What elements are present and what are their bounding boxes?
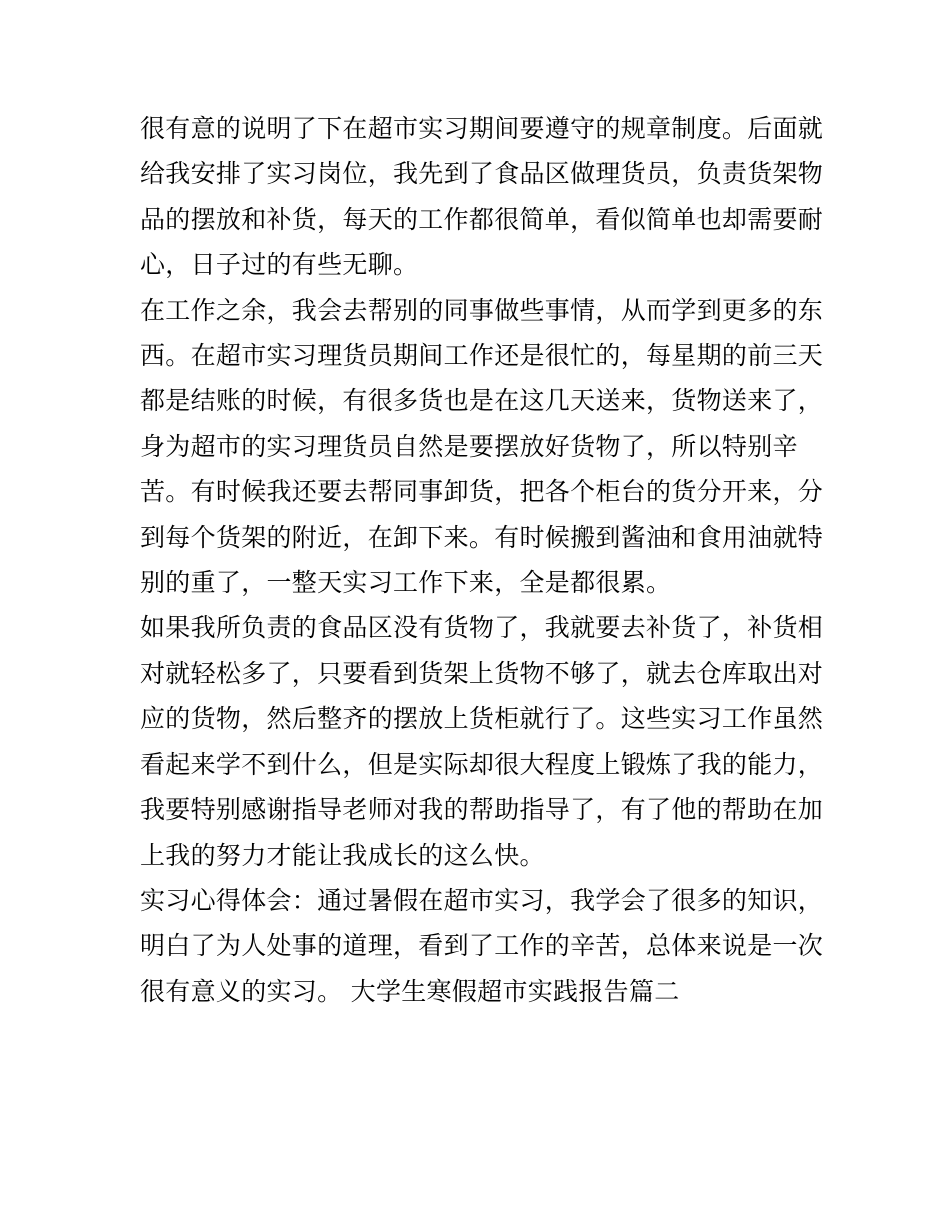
text-line: 应的货物，然后整齐的摆放上货柜就行了。这些实习工作虽然: [140, 704, 824, 734]
paragraph-1: [140, 106, 824, 288]
text-line: 明白了为人处事的道理，看到了工作的辛苦，总体来说是一次: [140, 931, 824, 961]
text-line: 实习心得体会：通过暑假在超市实习，我学会了很多的知识，: [140, 885, 824, 915]
text-line: 我要特别感谢指导老师对我的帮助指导了，有了他的帮助在加: [140, 795, 824, 825]
text-line: 很有意的说明了下在超市实习期间要遵守的规章制度。后面就: [140, 114, 824, 143]
text-line: 上我的努力才能让我成长的这么快。: [140, 840, 545, 870]
text-line: 都是结账的时候，有很多货也是在这几天送来，货物送来了，: [140, 386, 824, 416]
text-line: 身为超市的实习理货员自然是要摆放好货物了，所以特别辛: [140, 431, 798, 461]
text-line: 西。在超市实习理货员期间工作还是很忙的，每星期的前三天: [140, 341, 824, 371]
paragraph-2: [140, 288, 824, 606]
text-line: 到每个货架的附近，在卸下来。有时候搬到酱油和食用油就特: [140, 522, 824, 552]
text-line: 别的重了，一整天实习工作下来，全是都很累。: [140, 568, 672, 598]
text-line: 给我安排了实习岗位，我先到了食品区做理货员，负责货架物: [140, 159, 824, 189]
text-line: 对就轻松多了，只要看到货架上货物不够了，就去仓库取出对: [140, 658, 824, 688]
text-line: 品的摆放和补货，每天的工作都很简单，看似简单也却需要耐: [140, 204, 824, 234]
text-line: 苦。有时候我还要去帮同事卸货，把各个柜台的货分开来，分: [140, 477, 824, 507]
paragraph-3: [140, 605, 824, 877]
text-line: 看起来学不到什么，但是实际却很大程度上锻炼了我的能力，: [140, 749, 824, 779]
paragraph-4: [140, 878, 824, 1014]
document-body: [140, 106, 824, 1014]
text-line: 心，日子过的有些无聊。: [140, 250, 419, 280]
text-line: 如果我所负责的食品区没有货物了，我就要去补货了，补货相: [140, 613, 824, 643]
text-line: 在工作之余，我会去帮别的同事做些事情，从而学到更多的东: [140, 295, 824, 325]
text-line: 很有意义的实习。 大学生寒假超市实践报告篇二: [140, 976, 680, 1006]
